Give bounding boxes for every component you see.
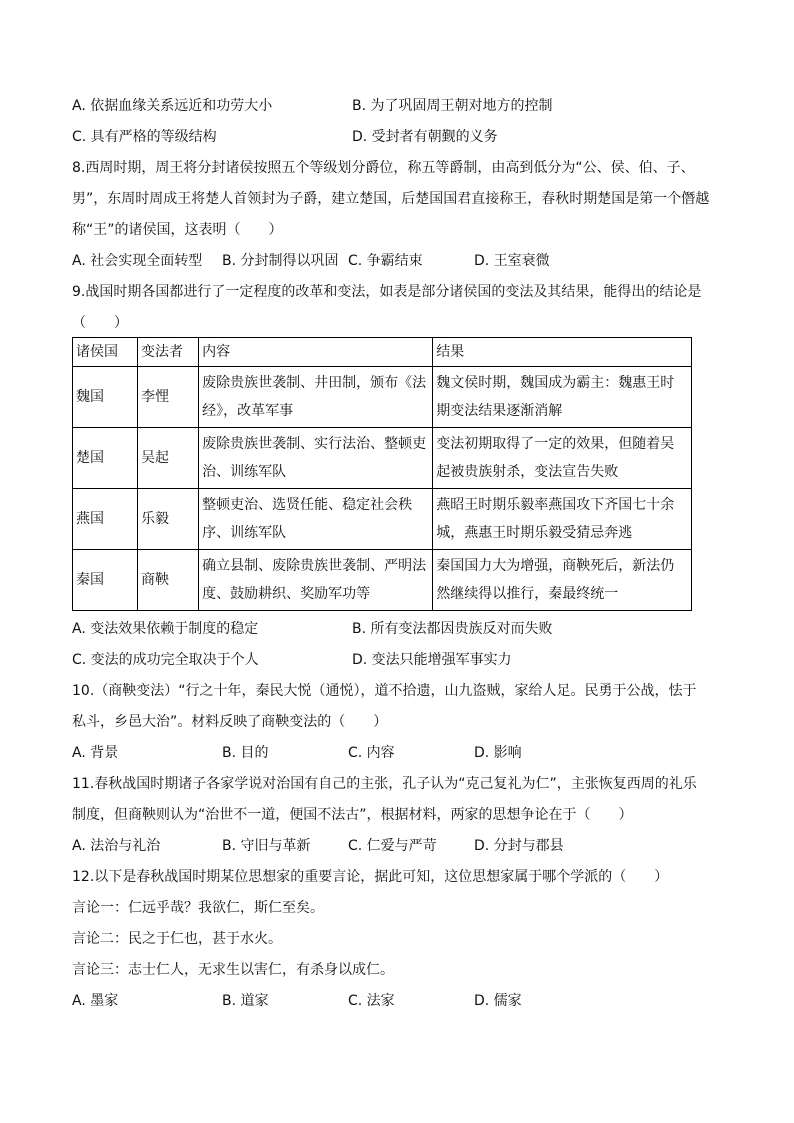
q12-option-b[interactable]: B. 道家 bbox=[222, 993, 269, 1009]
cell-result: 变法初期取得了一定的效果，但随着吴起被贵族射杀，变法宣告失败 bbox=[433, 428, 692, 489]
q11-option-d[interactable]: D. 分封与郡县 bbox=[474, 838, 564, 854]
q12-stem bbox=[72, 867, 727, 980]
q10-options bbox=[72, 743, 727, 763]
cell-reformer: 李悝 bbox=[137, 367, 198, 428]
q8-stem bbox=[72, 158, 727, 240]
table-row bbox=[73, 367, 692, 428]
cell-state: 楚国 bbox=[73, 428, 138, 489]
table-header-row bbox=[73, 338, 692, 367]
cell-reformer: 吴起 bbox=[137, 428, 198, 489]
q10-stem bbox=[72, 681, 727, 732]
q12-option-a[interactable]: A. 墨家 bbox=[72, 993, 119, 1009]
q11-option-c[interactable]: C. 仁爱与严苛 bbox=[348, 838, 437, 854]
q8-line3: 称“王”的诸侯国，这表明（ ） bbox=[72, 222, 283, 238]
q12-statement-2: 言论二：民之于仁也，甚于水火。 bbox=[72, 931, 282, 947]
q8-option-b[interactable]: B. 分封制得以巩固 bbox=[222, 253, 339, 269]
header-content: 内容 bbox=[199, 338, 433, 367]
cell-content: 废除贵族世袭制、实行法治、整顿吏治、训练军队 bbox=[199, 428, 433, 489]
q12-option-c[interactable]: C. 法家 bbox=[348, 993, 395, 1009]
q9-options-row2 bbox=[72, 650, 727, 670]
q8-option-a[interactable]: A. 社会实现全面转型 bbox=[72, 253, 203, 269]
cell-result: 秦国国力大为增强，商鞅死后，新法仍然继续得以推行，秦最终统一 bbox=[433, 550, 692, 611]
q7-options-row2 bbox=[72, 127, 727, 147]
q9-line1: 9.战国时期各国都进行了一定程度的改革和变法，如表是部分诸侯国的变法及其结果，能得出的结论是 bbox=[72, 284, 702, 300]
q8-option-c[interactable]: C. 争霸结束 bbox=[348, 253, 423, 269]
q8-option-d[interactable]: D. 王室衰微 bbox=[474, 253, 550, 269]
q8-line2: 男”，东周时周成王将楚人首领封为子爵，建立楚国，后楚国国君直接称王，春秋时期楚国是第一个僭越 bbox=[72, 191, 710, 207]
q10-option-c[interactable]: C. 内容 bbox=[348, 745, 395, 761]
q12-statement-3: 言论三：志士仁人，无求生以害仁，有杀身以成仁。 bbox=[72, 962, 394, 978]
header-result: 结果 bbox=[433, 338, 692, 367]
cell-state: 秦国 bbox=[73, 550, 138, 611]
table-row bbox=[73, 428, 692, 489]
cell-state: 魏国 bbox=[73, 367, 138, 428]
q12-option-d[interactable]: D. 儒家 bbox=[474, 993, 522, 1009]
cell-result: 燕昭王时期乐毅率燕国攻下齐国七十余城，燕惠王时期乐毅受猜忌奔逃 bbox=[433, 489, 692, 550]
cell-reformer: 乐毅 bbox=[137, 489, 198, 550]
q11-option-b[interactable]: B. 守旧与革新 bbox=[222, 838, 311, 854]
q10-line2: 私斗，乡邑大治”。材料反映了商鞅变法的（ ） bbox=[72, 714, 388, 730]
cell-result: 魏文侯时期，魏国成为霸主：魏惠王时期变法结果逐渐消解 bbox=[433, 367, 692, 428]
table-row bbox=[73, 550, 692, 611]
q10-option-d[interactable]: D. 影响 bbox=[474, 745, 522, 761]
cell-content: 废除贵族世袭制、井田制，颁布《法经》，改革军事 bbox=[199, 367, 433, 428]
q10-option-a[interactable]: A. 背景 bbox=[72, 745, 119, 761]
reform-table bbox=[72, 337, 692, 611]
q9-stem bbox=[72, 282, 727, 333]
q9-option-d[interactable]: D. 变法只能增强军事实力 bbox=[352, 652, 512, 668]
q7-option-c[interactable]: C. 具有严格的等级结构 bbox=[72, 129, 217, 145]
cell-state: 燕国 bbox=[73, 489, 138, 550]
q9-option-a[interactable]: A. 变法效果依赖于制度的稳定 bbox=[72, 621, 259, 637]
q10-option-b[interactable]: B. 目的 bbox=[222, 745, 269, 761]
q7-option-d[interactable]: D. 受封者有朝觐的义务 bbox=[352, 129, 498, 145]
q7-options-row1 bbox=[72, 96, 727, 116]
q7-option-a[interactable]: A. 依据血缘关系远近和功劳大小 bbox=[72, 98, 273, 114]
q9-line2: （ ） bbox=[72, 315, 128, 331]
exam-page bbox=[72, 96, 727, 1022]
q12-line1: 12.以下是春秋战国时期某位思想家的重要言论，据此可知，这位思想家属于哪个学派的（ ） bbox=[72, 869, 669, 885]
q9-options-row1 bbox=[72, 619, 727, 639]
q8-line1: 8.西周时期，周王将分封诸侯按照五个等级划分爵位，称五等爵制，由高到低分为“公、侯、伯、子、 bbox=[72, 160, 695, 176]
q11-option-a[interactable]: A. 法治与礼治 bbox=[72, 838, 161, 854]
q11-line1: 11.春秋战国时期诸子各家学说对治国有自己的主张，孔子认为“克己复礼为仁”，主张恢复西周的礼乐 bbox=[72, 776, 697, 792]
q8-options bbox=[72, 251, 727, 271]
q12-options bbox=[72, 991, 727, 1011]
q12-statement-1: 言论一：仁远乎哉？我欲仁，斯仁至矣。 bbox=[72, 900, 324, 916]
header-reformer: 变法者 bbox=[137, 338, 198, 367]
q10-line1: 10.（商鞅变法）“行之十年，秦民大悦（通悦），道不拾遗，山九盗贼，家给人足。民勇于公战，怯于 bbox=[72, 683, 697, 699]
header-state: 诸侯国 bbox=[73, 338, 138, 367]
q11-stem bbox=[72, 774, 727, 825]
cell-reformer: 商鞅 bbox=[137, 550, 198, 611]
q9-option-b[interactable]: B. 所有变法都因贵族反对而失败 bbox=[352, 621, 553, 637]
cell-content: 整顿吏治、选贤任能、稳定社会秩序、训练军队 bbox=[199, 489, 433, 550]
q11-line2: 制度，但商鞅则认为“治世不一道，便国不法古”，根据材料，两家的思想争论在于（ ） bbox=[72, 807, 633, 823]
cell-content: 确立县制、废除贵族世袭制、严明法度、鼓励耕织、奖励军功等 bbox=[199, 550, 433, 611]
q7-option-b[interactable]: B. 为了巩固周王朝对地方的控制 bbox=[352, 98, 553, 114]
q11-options bbox=[72, 836, 727, 856]
q9-option-c[interactable]: C. 变法的成功完全取决于个人 bbox=[72, 652, 259, 668]
table-row bbox=[73, 489, 692, 550]
